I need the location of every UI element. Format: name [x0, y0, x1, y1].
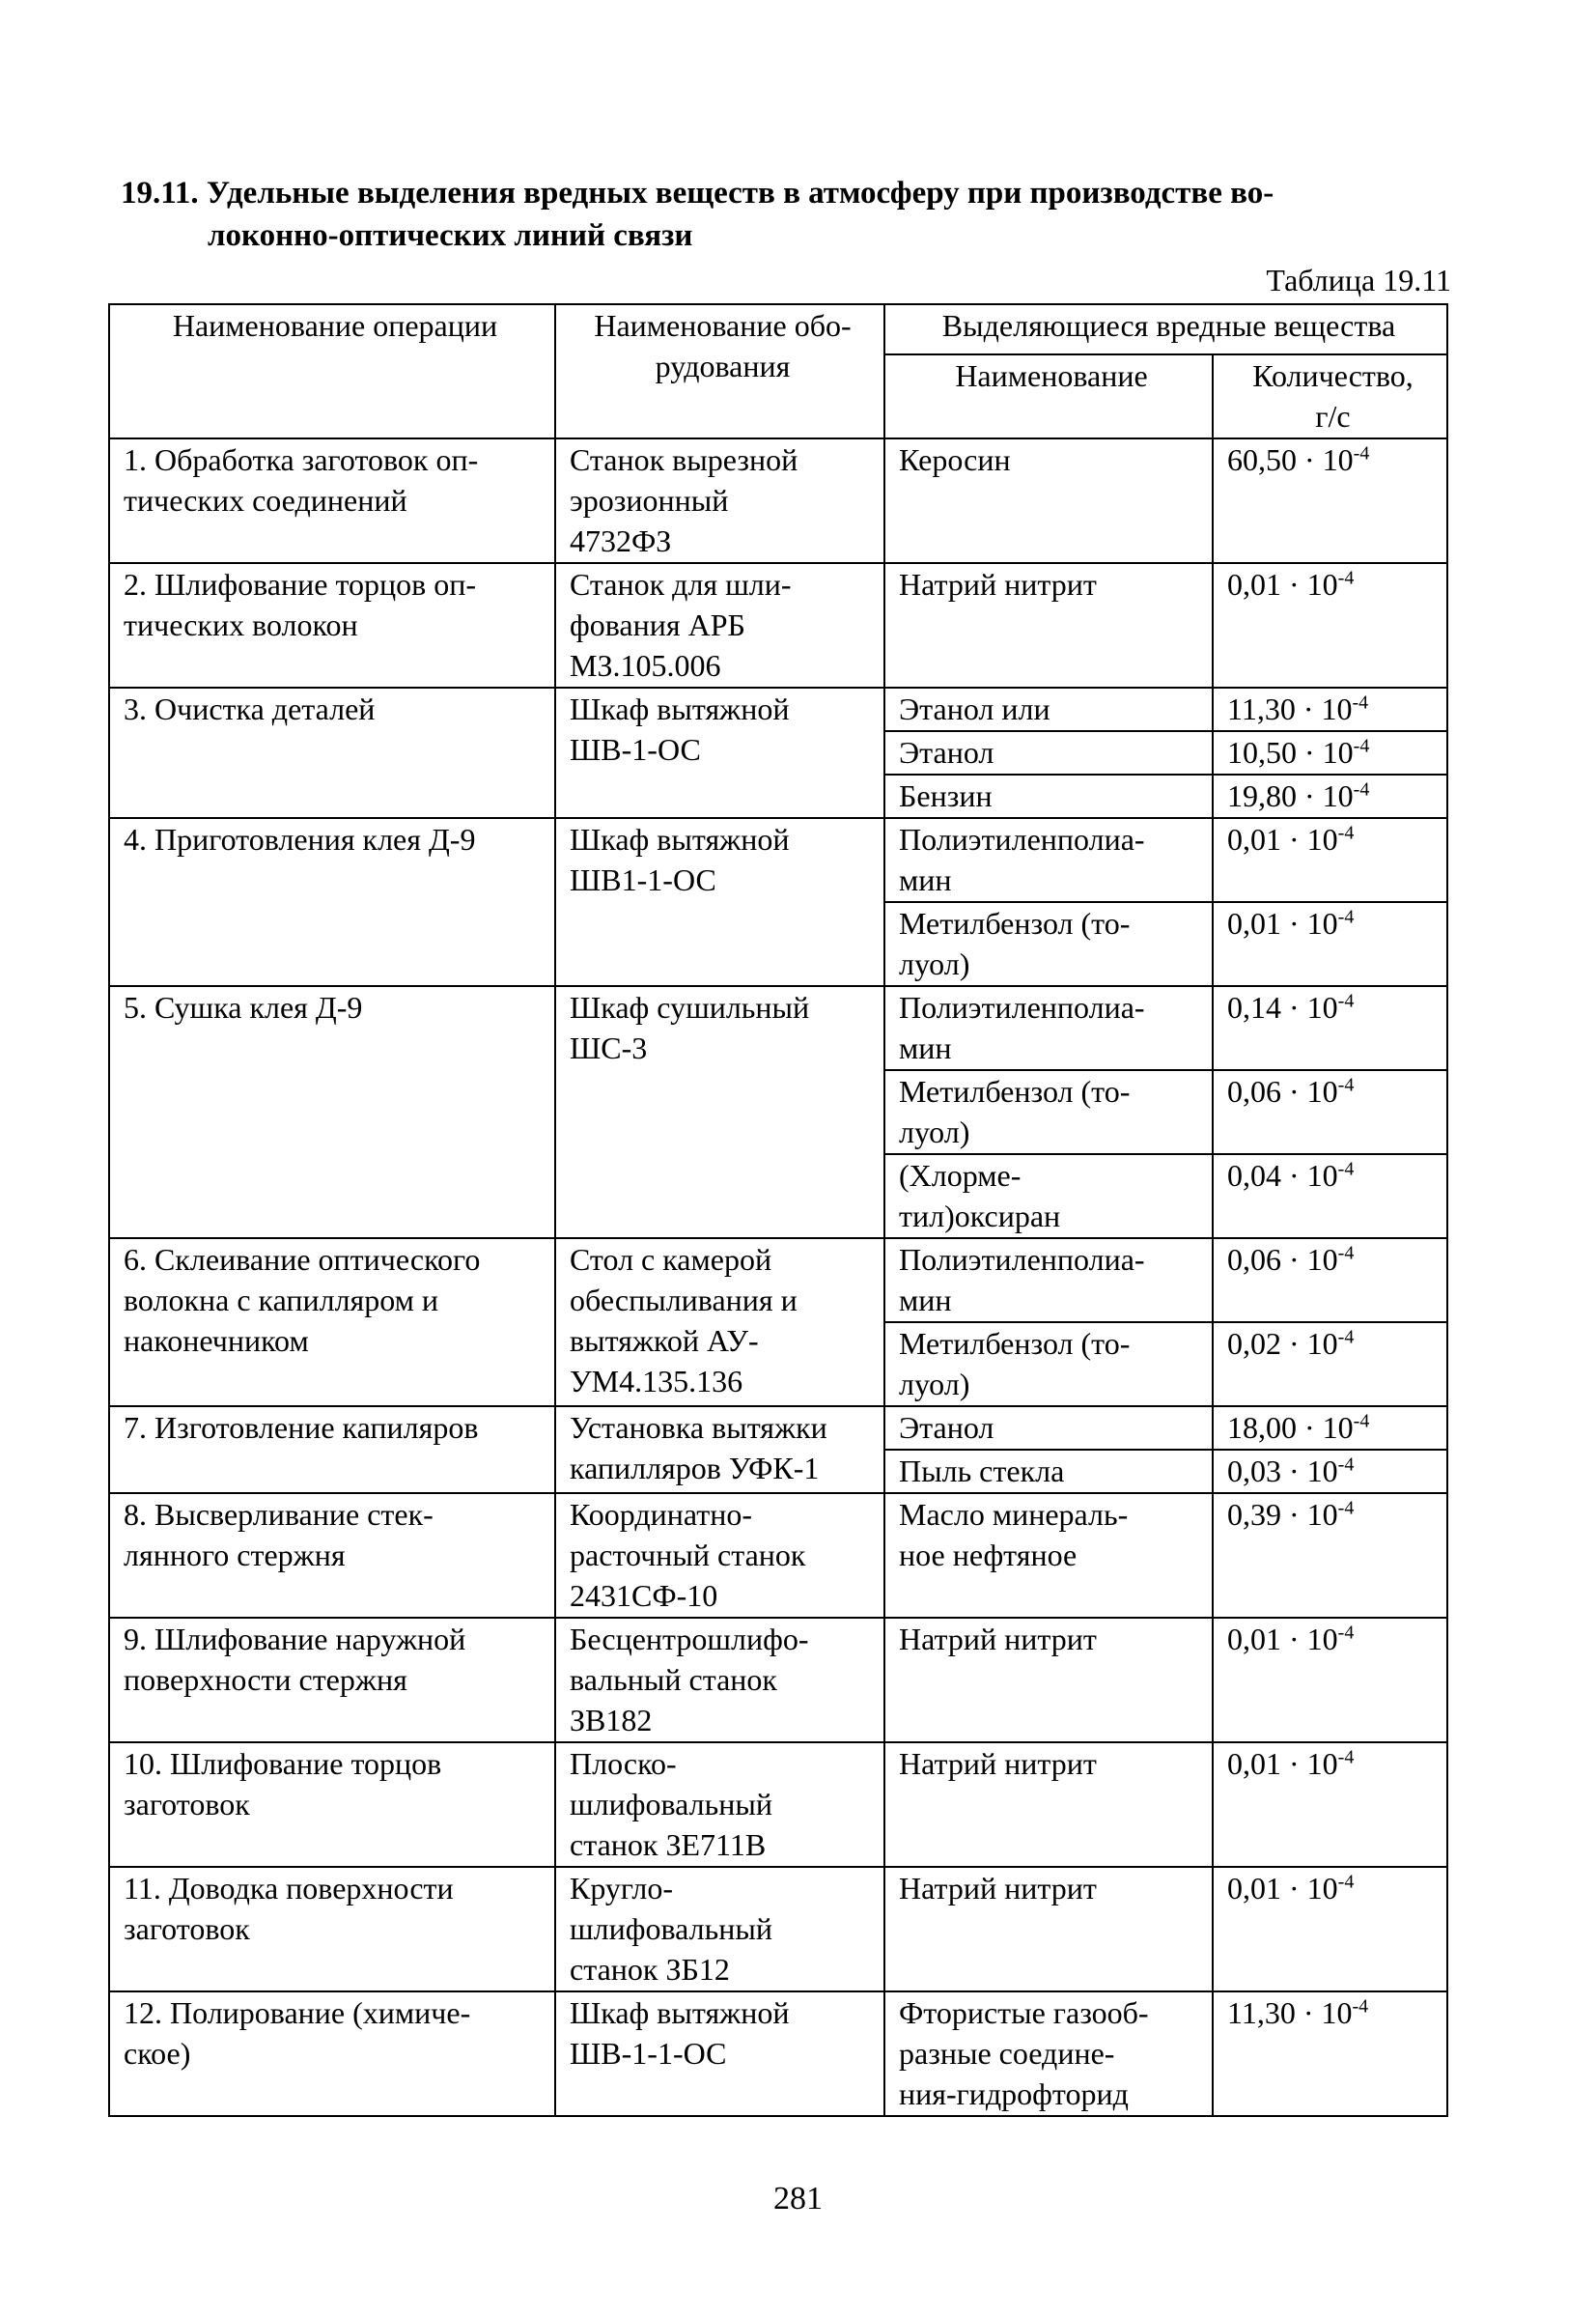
quantity-cell [1213, 818, 1447, 902]
quantity-exponent: -4 [1337, 822, 1355, 844]
operation-cell: 3. Очистка деталей [109, 688, 555, 818]
quantity-value: 0,14 · 10 [1227, 990, 1338, 1025]
quantity-cell [1213, 1322, 1447, 1406]
equipment-cell: Шкаф вытяжной ШВ-1-1-ОС [555, 1991, 884, 2116]
quantity-exponent: -4 [1337, 1158, 1355, 1180]
quantity-value: 11,30 · 10 [1227, 692, 1353, 726]
quantity-cell [1213, 563, 1447, 688]
operation-cell: 5. Сушка клея Д-9 [109, 986, 555, 1238]
operation-cell: 12. Полирование (химиче- ское) [109, 1991, 555, 2116]
header-quantity: Количество, г/с [1213, 354, 1447, 438]
quantity-exponent: -4 [1337, 1746, 1355, 1768]
quantity-cell [1213, 1618, 1447, 1742]
substance-name-cell: Фтористые газооб- разные соедине- ния-гидрофторид [884, 1991, 1213, 2116]
substance-name-cell: Метилбензол (то- луол) [884, 1322, 1213, 1406]
quantity-value: 0,02 · 10 [1227, 1326, 1338, 1361]
table-row [109, 1867, 1447, 1991]
quantity-value: 60,50 · 10 [1227, 442, 1354, 477]
operation-cell: 7. Изготовление капиляров [109, 1406, 555, 1493]
equipment-cell: Шкаф вытяжной ШВ-1-ОС [555, 688, 884, 818]
quantity-cell [1213, 902, 1447, 986]
table-row [109, 1618, 1447, 1742]
substance-name-cell: Этанол или [884, 688, 1213, 731]
substance-name-cell: Бензин [884, 775, 1213, 818]
table-row [109, 1493, 1447, 1618]
equipment-cell: Станок для шли- фования АРБ МЗ.105.006 [555, 563, 884, 688]
quantity-value: 0,04 · 10 [1227, 1158, 1338, 1193]
substance-name-cell: Метилбензол (то- луол) [884, 1070, 1213, 1154]
substance-name-cell: Натрий нитрит [884, 1867, 1213, 1991]
equipment-cell: Кругло- шлифовальный станок ЗБ12 [555, 1867, 884, 1991]
quantity-cell [1213, 438, 1447, 563]
operation-cell: 9. Шлифование наружной поверхности стержня [109, 1618, 555, 1742]
header-operation: Наименование операции [109, 304, 555, 438]
quantity-value: 0,03 · 10 [1227, 1454, 1338, 1488]
operation-cell: 6. Склеивание оптического волокна с капилляром и наконечником [109, 1238, 555, 1406]
quantity-exponent: -4 [1353, 1410, 1370, 1432]
quantity-exponent: -4 [1337, 1497, 1355, 1519]
quantity-cell [1213, 1867, 1447, 1991]
quantity-exponent: -4 [1337, 1326, 1355, 1348]
table-row [109, 1742, 1447, 1867]
substance-name-cell: Метилбензол (то- луол) [884, 902, 1213, 986]
header-substance-name: Наименование [884, 354, 1213, 438]
quantity-exponent: -4 [1337, 1074, 1355, 1096]
substance-name-cell: (Хлорме- тил)оксиран [884, 1154, 1213, 1238]
substance-name-cell: Этанол [884, 1406, 1213, 1450]
quantity-cell [1213, 1450, 1447, 1493]
substance-name-cell: Масло минераль- ное нефтяное [884, 1493, 1213, 1618]
substance-name-cell: Полиэтиленполиа- мин [884, 986, 1213, 1070]
equipment-cell: Плоско- шлифовальный станок ЗЕ711В [555, 1742, 884, 1867]
section-title-line-1: 19.11. Удельные выделения вредных веществ в атмосферу при производстве во- [121, 176, 1274, 211]
equipment-cell: Шкаф сушильный ШС-3 [555, 986, 884, 1238]
quantity-value: 0,01 · 10 [1227, 567, 1338, 602]
quantity-cell [1213, 775, 1447, 818]
header-substances: Выделяющиеся вредные вещества [884, 304, 1447, 354]
quantity-value: 19,80 · 10 [1227, 778, 1354, 813]
operation-cell: 8. Высверливание стек- лянного стержня [109, 1493, 555, 1618]
quantity-exponent: -4 [1353, 735, 1370, 757]
quantity-exponent: -4 [1352, 692, 1369, 714]
table-caption: Таблица 19.11 [1266, 263, 1451, 297]
quantity-cell [1213, 1493, 1447, 1618]
quantity-exponent: -4 [1337, 990, 1355, 1012]
quantity-exponent: -4 [1337, 1622, 1355, 1644]
quantity-value: 0,39 · 10 [1227, 1497, 1338, 1532]
table-row [109, 563, 1447, 688]
quantity-value: 0,01 · 10 [1227, 822, 1338, 857]
equipment-cell: Координатно- расточный станок 2431СФ-10 [555, 1493, 884, 1618]
quantity-exponent: -4 [1337, 567, 1355, 589]
header-equipment: Наименование обо- рудования [555, 304, 884, 438]
table-row [109, 1406, 1447, 1450]
page-number: 281 [773, 2181, 823, 2216]
table-row [109, 1238, 1447, 1322]
table-row [109, 688, 1447, 731]
equipment-cell: Бесцентрошлифо- вальный станок ЗВ182 [555, 1618, 884, 1742]
quantity-exponent: -4 [1352, 1995, 1369, 2018]
quantity-cell [1213, 1742, 1447, 1867]
quantity-value: 0,01 · 10 [1227, 906, 1338, 941]
substance-name-cell: Полиэтиленполиа- мин [884, 1238, 1213, 1322]
quantity-exponent: -4 [1337, 1871, 1355, 1893]
equipment-cell: Стол с камерой обеспыливания и вытяжкой АУ- УМ4.135.136 [555, 1238, 884, 1406]
equipment-cell: Станок вырезной эрозионный 4732ФЗ [555, 438, 884, 563]
quantity-value: 0,06 · 10 [1227, 1074, 1338, 1109]
substance-name-cell: Пыль стекла [884, 1450, 1213, 1493]
substance-name-cell: Полиэтиленполиа- мин [884, 818, 1213, 902]
quantity-exponent: -4 [1337, 1242, 1355, 1264]
emissions-table [108, 303, 1448, 2117]
substance-name-cell: Этанол [884, 731, 1213, 775]
quantity-cell [1213, 1991, 1447, 2116]
quantity-cell [1213, 1238, 1447, 1322]
table-row [109, 818, 1447, 902]
equipment-cell: Шкаф вытяжной ШВ1-1-ОС [555, 818, 884, 986]
substance-name-cell: Натрий нитрит [884, 563, 1213, 688]
table-row [109, 986, 1447, 1070]
operation-cell: 10. Шлифование торцов заготовок [109, 1742, 555, 1867]
table-row [109, 1991, 1447, 2116]
quantity-exponent: -4 [1337, 1454, 1355, 1476]
section-title-line-2: локонно-оптических линий связи [208, 218, 693, 253]
quantity-exponent: -4 [1353, 778, 1370, 801]
operation-cell: 4. Приготовления клея Д-9 [109, 818, 555, 986]
quantity-exponent: -4 [1353, 442, 1370, 465]
quantity-cell [1213, 1070, 1447, 1154]
quantity-exponent: -4 [1337, 906, 1355, 928]
quantity-value: 0,01 · 10 [1227, 1622, 1338, 1656]
substance-name-cell: Натрий нитрит [884, 1742, 1213, 1867]
quantity-value: 10,50 · 10 [1227, 735, 1354, 770]
quantity-cell [1213, 1406, 1447, 1450]
quantity-value: 18,00 · 10 [1227, 1410, 1354, 1445]
equipment-cell: Установка вытяжки капилляров УФК-1 [555, 1406, 884, 1493]
operation-cell: 11. Доводка поверхности заготовок [109, 1867, 555, 1991]
quantity-value: 0,01 · 10 [1227, 1871, 1338, 1906]
quantity-cell [1213, 986, 1447, 1070]
operation-cell: 1. Обработка заготовок оп- тических соединений [109, 438, 555, 563]
substance-name-cell: Керосин [884, 438, 1213, 563]
section-title [121, 172, 1453, 257]
quantity-cell [1213, 731, 1447, 775]
substance-name-cell: Натрий нитрит [884, 1618, 1213, 1742]
table-row [109, 438, 1447, 563]
operation-cell: 2. Шлифование торцов оп- тических волокон [109, 563, 555, 688]
quantity-cell [1213, 1154, 1447, 1238]
quantity-cell [1213, 688, 1447, 731]
quantity-value: 11,30 · 10 [1227, 1995, 1353, 2030]
quantity-value: 0,06 · 10 [1227, 1242, 1338, 1277]
quantity-value: 0,01 · 10 [1227, 1746, 1338, 1781]
